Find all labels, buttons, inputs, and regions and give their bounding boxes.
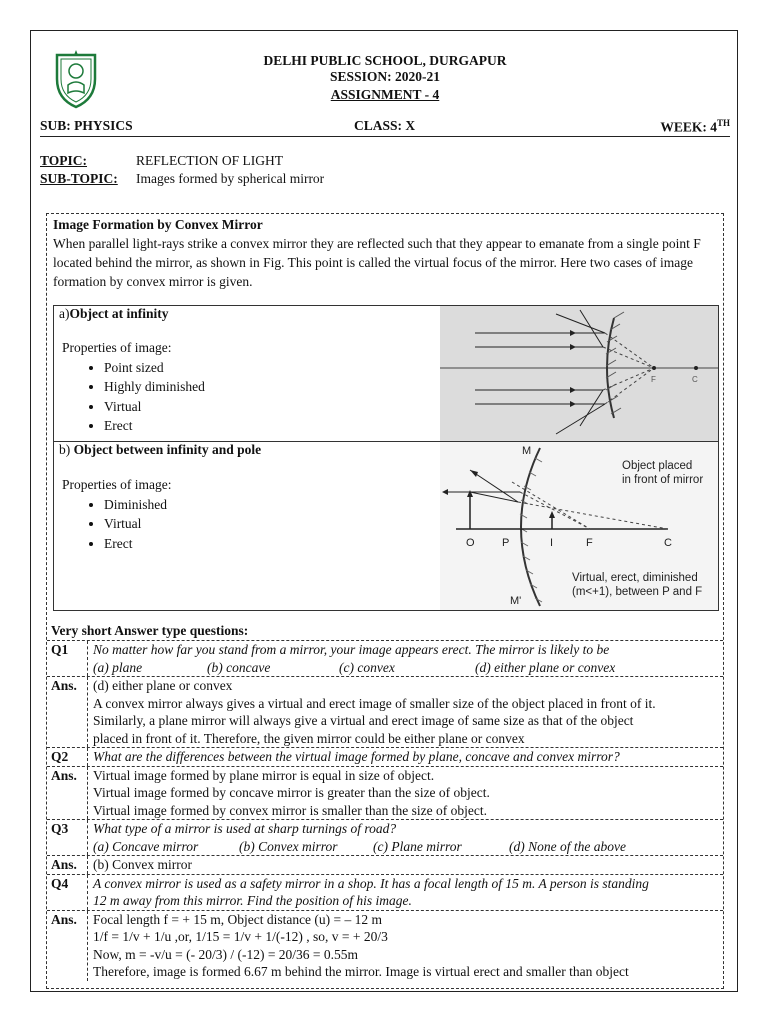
case-a-panel bbox=[53, 305, 719, 442]
list-item: • Point sized bbox=[104, 358, 205, 378]
mirror-m-label: M bbox=[522, 445, 532, 457]
list-item: • Highly diminished bbox=[104, 377, 205, 397]
case-b-panel bbox=[53, 441, 719, 611]
table-row: Q4 A convex mirror is used as a safety mirror in a shop. It has a focal length of 15 m. A person is standing 12 m away from this mirror. Find the position of his image. bbox=[47, 875, 723, 911]
subject: SUB: PHYSICS bbox=[40, 118, 133, 133]
case-a-properties: Properties of image: • Point sized • Highly diminished • Virtual • Erect bbox=[62, 338, 205, 436]
list-item: • Virtual bbox=[104, 397, 205, 417]
week: WEEK: 4TH bbox=[660, 118, 730, 135]
topic-line: TOPIC: REFLECTION OF LIGHT bbox=[40, 153, 283, 168]
case-b-title: b) Object between infinity and pole bbox=[59, 442, 262, 457]
svg-text:I: I bbox=[550, 537, 554, 549]
session: SESSION: 2020-21 bbox=[330, 69, 440, 84]
svg-text:Virtual, erect, diminished: Virtual, erect, diminished bbox=[572, 572, 698, 584]
intro bbox=[53, 215, 721, 291]
svg-text:P: P bbox=[502, 537, 510, 549]
subject-row bbox=[40, 118, 730, 137]
qa-table bbox=[47, 640, 723, 981]
school-name: DELHI PUBLIC SCHOOL, DURGAPUR bbox=[263, 53, 507, 68]
list-item: • Erect bbox=[104, 534, 171, 554]
svg-text:in front of mirror: in front of mirror bbox=[622, 474, 704, 486]
subtopic-line: SUB-TOPIC: Images formed by spherical mirror bbox=[40, 171, 325, 186]
table-row: Ans. (d) either plane or convex A convex mirror always gives a virtual and erect image of smaller size of the object placed in front of it. Similarly, a plane mirror will always give a virtual and erect image of same size as that of the object placed in front of it. Therefore, the given mirror could be either plane or convex bbox=[47, 677, 723, 748]
list-item: • Virtual bbox=[104, 514, 171, 534]
list-item: • Diminished bbox=[104, 495, 171, 515]
table-row: Q2 What are the differences between the virtual image formed by plane, concave and convex mirror? bbox=[47, 748, 723, 767]
case-b-properties: Properties of image: • Diminished • Virtual • Erect bbox=[62, 475, 171, 553]
list-item: • Erect bbox=[104, 416, 205, 436]
class: CLASS: X bbox=[354, 118, 416, 133]
svg-text:C: C bbox=[664, 537, 672, 549]
case-a-title: a)Object at infinity bbox=[59, 306, 169, 321]
centre-label: C bbox=[692, 375, 698, 384]
content-box bbox=[46, 213, 724, 989]
table-row: Q1 No matter how far you stand from a mirror, your image appears erect. The mirror is likely to be (a) plane (b) concave (c) convex (d) either plane or convex bbox=[47, 641, 723, 677]
questions-title: Very short Answer type questions: bbox=[51, 623, 249, 638]
assignment-title: ASSIGNMENT - 4 bbox=[330, 87, 440, 102]
svg-text:Object placed: Object placed bbox=[622, 460, 693, 472]
focus-label: F bbox=[651, 375, 656, 384]
table-row: Ans. (b) Convex mirror bbox=[47, 856, 723, 875]
case-a-ray-diagram bbox=[440, 306, 718, 441]
case-b-ray-diagram bbox=[440, 442, 718, 610]
svg-text:O: O bbox=[466, 537, 475, 549]
assignment-page bbox=[30, 30, 738, 992]
svg-text:(m<+1), between P and F: (m<+1), between P and F bbox=[572, 586, 703, 598]
intro-title: Image Formation by Convex Mirror bbox=[53, 217, 263, 232]
svg-text:F: F bbox=[586, 537, 593, 549]
table-row: Q3 What type of a mirror is used at sharp turnings of road? (a) Concave mirror (b) Convex mirror (c) Plane mirror (d) None of the above bbox=[47, 820, 723, 856]
intro-text: When parallel light-rays strike a convex mirror they are reflected such that they appear to emanate from a single point F located behind the mirror, as shown in Fig. This point is called the virtual focus of the mirror. Here two cases of image formation by convex mirror is given. bbox=[53, 236, 701, 289]
table-row: Ans. Focal length f = + 15 m, Object distance (u) = – 12 m 1/f = 1/v + 1/u ,or, 1/15 = 1/v + 1/(-12) , so, v = + 20/3 Now, m = -v/u = (- 20/3) / (-12) = 20/36 = 0.55m Therefore, image is formed 6.67 m behind the mirror. Image is virtual erect and smaller than object bbox=[47, 911, 723, 981]
mirror-m-prime-label: M' bbox=[510, 595, 522, 607]
table-row: Ans. Virtual image formed by plane mirror is equal in size of object. Virtual image formed by concave mirror is greater than the size of object. Virtual image formed by convex mirror is smaller than the size of object. bbox=[47, 767, 723, 821]
